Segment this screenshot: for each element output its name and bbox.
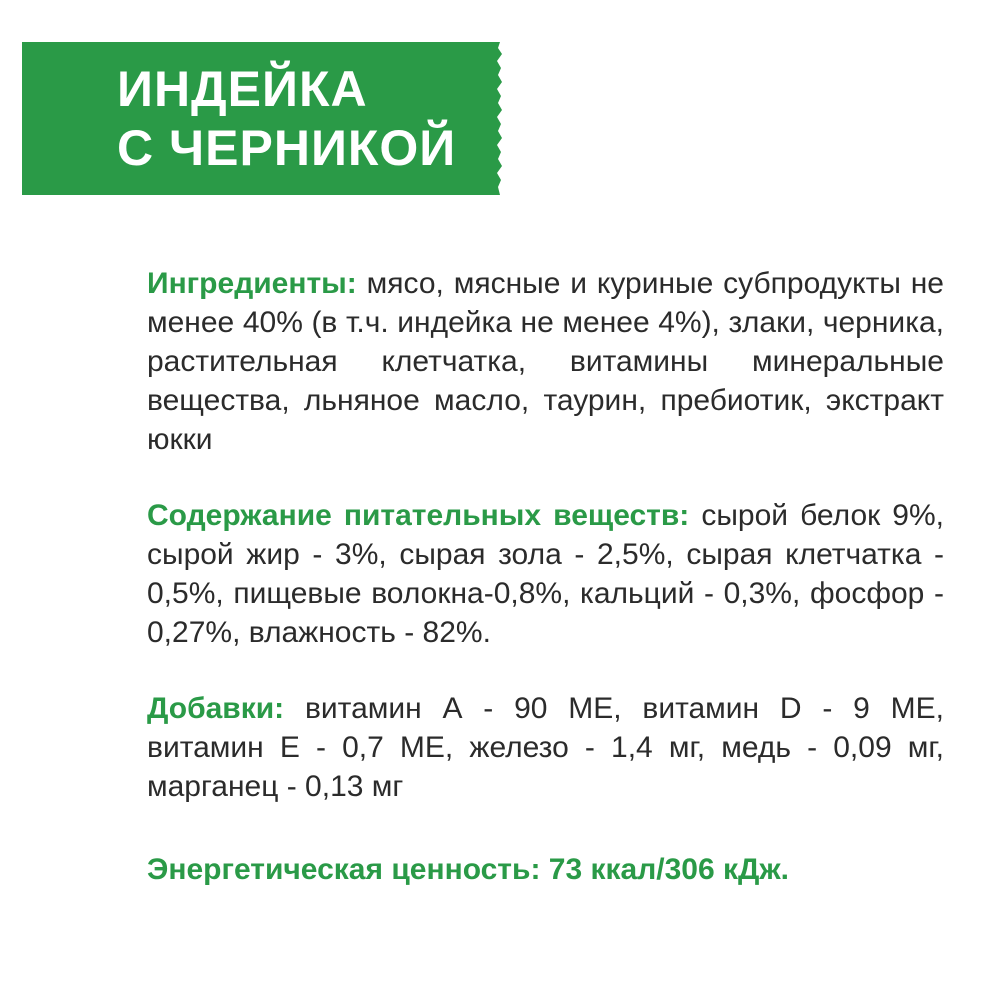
product-title (117, 60, 456, 178)
ingredients-label: Ингредиенты: (147, 267, 357, 300)
energy-label: Энергетическая ценность: (147, 853, 541, 886)
product-title-line2: С ЧЕРНИКОЙ (117, 120, 457, 176)
product-title-line1: ИНДЕЙКА (117, 61, 368, 117)
energy-paragraph (147, 850, 944, 889)
nutrients-text: сырой белок 9%, сырой жир - 3%, сырая зола - 2,5%, сырая клетчатка - 0,5%, пищевые волокна-0,8%, кальций - 0,3%, фосфор - 0,27%, влажность - 82%. (147, 499, 944, 649)
ingredients-paragraph (147, 264, 944, 459)
nutrients-label: Содержание питательных веществ: (147, 499, 690, 532)
banner-torn-edge (486, 42, 510, 195)
ingredients-text: мясо, мясные и куриные субпродукты не менее 40% (в т.ч. индейка не менее 4%), злаки, черника, растительная клетчатка, витамины минеральные вещества, льняное масло, таурин, пребиотик, экстракт юкки (147, 267, 944, 456)
product-info (147, 264, 944, 889)
additives-text: витамин А - 90 МЕ, витамин D - 9 МЕ, витамин Е - 0,7 МЕ, железо - 1,4 мг, медь - 0,09 мг, марганец - 0,13 мг (147, 692, 944, 803)
energy-value: 73 ккал/306 кДж. (540, 853, 789, 886)
additives-paragraph (147, 689, 944, 806)
nutrients-paragraph (147, 496, 944, 652)
additives-label: Добавки: (147, 692, 285, 725)
